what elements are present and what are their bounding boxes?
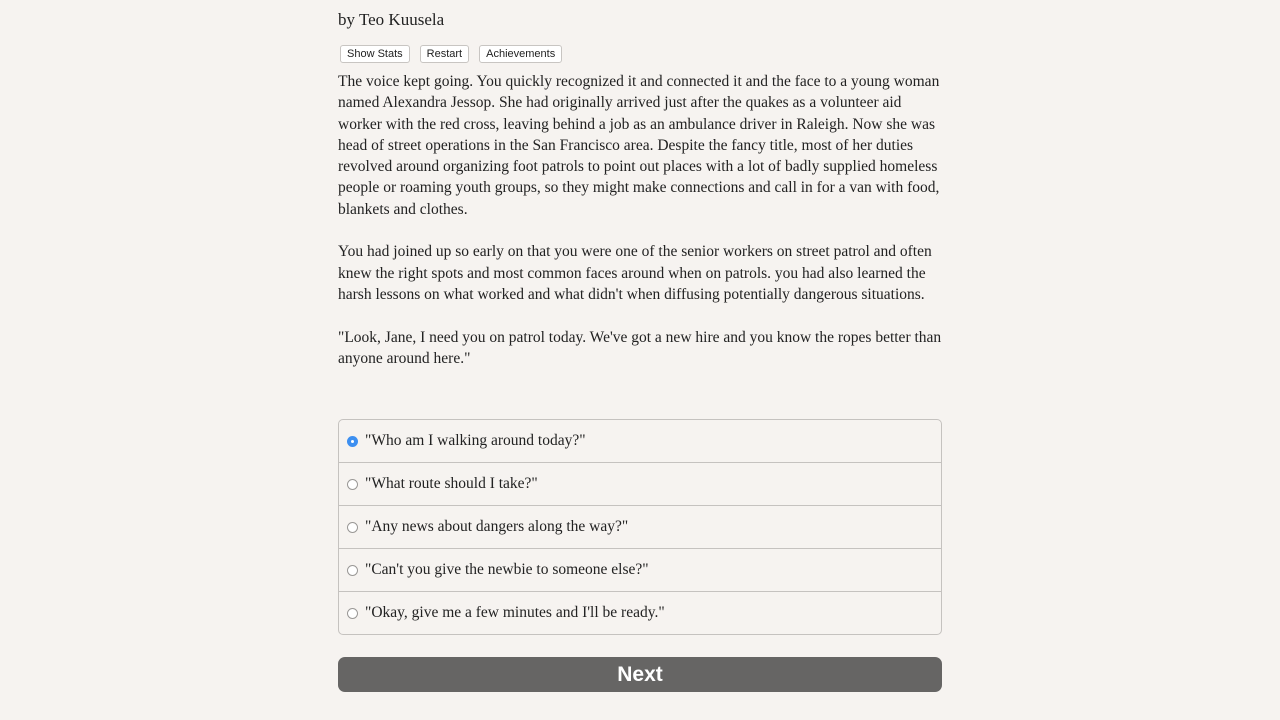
story-paragraph: "Look, Jane, I need you on patrol today. We've got a new hire and you know the ropes better than anyone around here."	[338, 328, 942, 367]
next-button[interactable]: Next	[338, 657, 942, 692]
choice-label: "Okay, give me a few minutes and I'll be ready."	[365, 604, 665, 621]
choice-label: "Can't you give the newbie to someone else?"	[365, 561, 649, 578]
choice-option[interactable]	[339, 462, 941, 505]
restart-button[interactable]: Restart	[420, 45, 469, 63]
choice-label: "What route should I take?"	[365, 475, 538, 492]
story-paragraph: The voice kept going. You quickly recognized it and connected it and the face to a young woman named Alexandra Jessop. She had originally arrived just after the quakes as a volunteer aid worker with the red cross, leaving behind a job as an ambulance driver in Raleigh. Now she was head of street operations in the San Francisco area. Despite the fancy title, most of her duties revolved around organizing foot patrols to point out places with a lot of badly supplied homeless people or roaming youth groups, so they might make connections and call in for a van with food, blankets and clothes.	[338, 73, 940, 218]
choice-label: "Any news about dangers along the way?"	[365, 518, 629, 535]
radio-button[interactable]	[347, 565, 358, 576]
game-content	[338, 0, 942, 390]
radio-button-selected[interactable]	[347, 436, 358, 447]
show-stats-button[interactable]: Show Stats	[340, 45, 410, 63]
radio-button[interactable]	[347, 608, 358, 619]
choice-option[interactable]	[339, 548, 941, 591]
choice-option[interactable]	[339, 505, 941, 548]
story-text	[338, 71, 942, 369]
toolbar	[338, 45, 942, 63]
choice-option[interactable]	[339, 420, 941, 462]
story-paragraph: You had joined up so early on that you were one of the senior workers on street patrol and often knew the right spots and most common faces around when on patrols. you had also learned the harsh lessons on what worked and what didn't when diffusing potentially dangerous situations.	[338, 243, 932, 303]
choice-option[interactable]	[339, 591, 941, 634]
radio-button[interactable]	[347, 522, 358, 533]
choice-label: "Who am I walking around today?"	[365, 432, 586, 449]
choice-list	[338, 419, 942, 635]
radio-button[interactable]	[347, 479, 358, 490]
author-byline: by Teo Kuusela	[338, 10, 445, 29]
achievements-button[interactable]: Achievements	[479, 45, 562, 63]
